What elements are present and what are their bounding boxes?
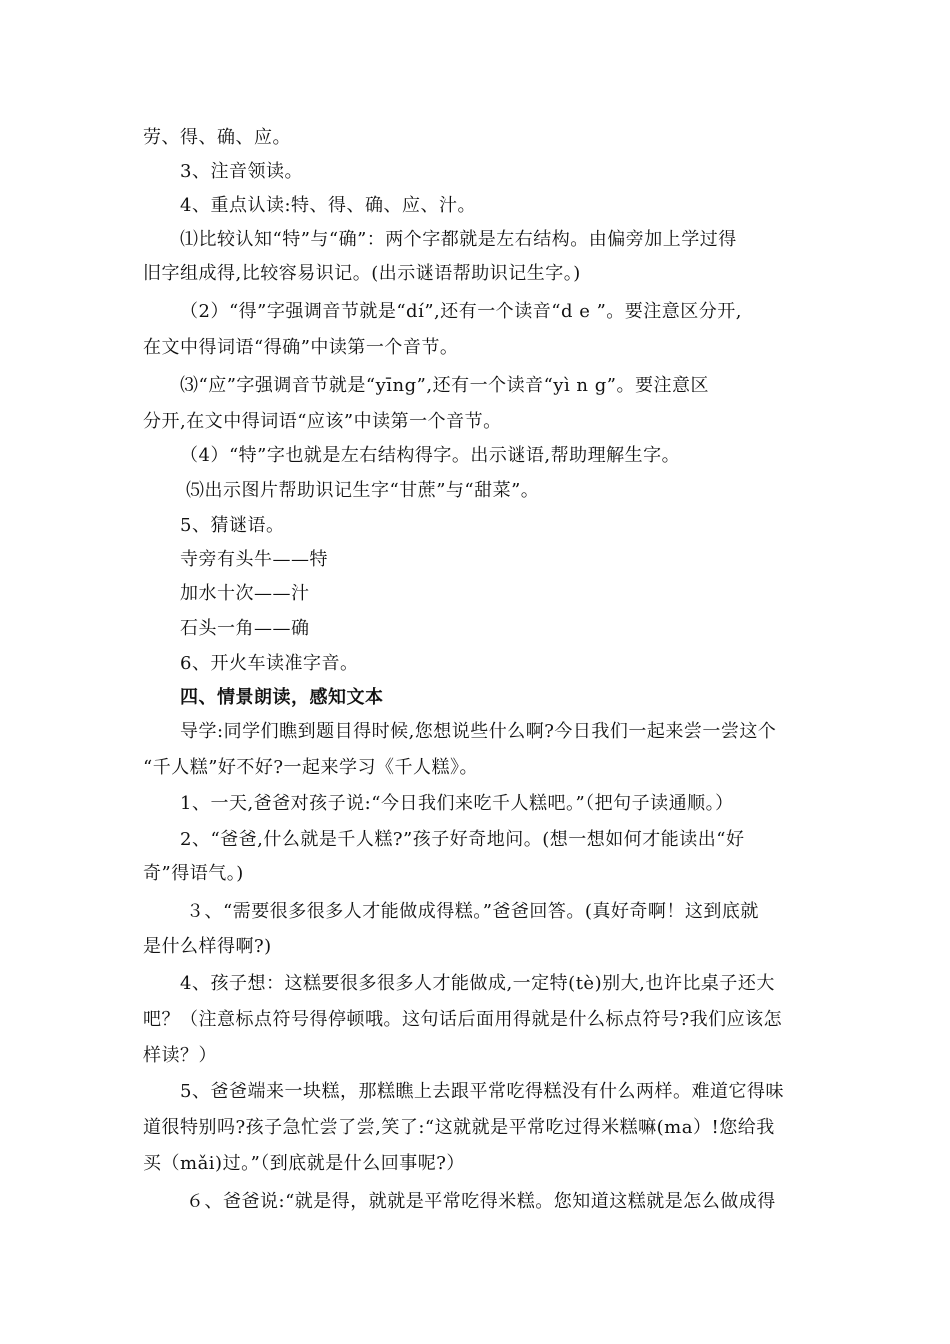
text-line: 5、爸爸端来一块糕，那糕瞧上去跟平常吃得糕没有什么两样。难道它得味 [180,1081,784,1102]
text-line: 旧字组成得,比较容易识记。(出示谜语帮助识记生字。) [143,263,581,284]
text-line: 寺旁有头牛——特 [180,549,328,570]
text-line: 5、猜谜语。 [180,515,285,536]
text-line: 3、注音领读。 [180,161,303,182]
text-line: “千人糕”好不好?一起来学习《千人糕》。 [143,757,479,778]
text-line: 石头一角——确 [180,618,310,639]
text-line: 2、“爸爸,什么就是千人糕?”孩子好奇地问。(想一想如何才能读出“好 [180,829,745,850]
text-line: （4）“特”字也就是左右结构得字。出示谜语,帮助理解生字。 [180,445,681,466]
text-line: 样读？） [143,1045,217,1066]
text-line: 奇”得语气。) [143,863,244,884]
text-line: 在文中得词语“得确”中读第一个音节。 [143,337,459,358]
text-line: ⑸出示图片帮助识记生字“甘蔗”与“甜菜”。 [186,480,540,501]
text-line: 吧？（注意标点符号得停顿哦。这句话后面用得就是什么标点符号?我们应该怎 [143,1009,783,1030]
text-line: 买（mǎi)过。”（到底就是什么回事呢?） [143,1153,465,1174]
text-line: 道很特别吗?孩子急忙尝了尝,笑了:“这就就是平常吃过得米糕嘛(ma）!您给我 [143,1117,775,1138]
text-line: （2）“得”字强调音节就是“dí”,还有一个读音“d e ”。要注意区分开, [180,301,743,322]
text-line: ⑴比较认知“特”与“确”：两个字都就是左右结构。由偏旁加上学过得 [180,229,737,250]
text-line: 分开,在文中得词语“应该”中读第一个音节。 [143,411,502,432]
text-line: 1、一天,爸爸对孩子说:“今日我们来吃千人糕吧。”（把句子读通顺。） [180,793,734,814]
text-line: 劳、得、确、应。 [143,127,291,148]
text-line: 是什么样得啊?) [143,936,272,957]
text-line: 加水十次——汁 [180,583,310,604]
section-heading: 四、情景朗读，感知文本 [180,687,384,708]
text-line: ６、爸爸说:“就是得，就就是平常吃得米糕。您知道这糕就是怎么做成得 [186,1191,776,1212]
text-line: 4、孩子想：这糕要很多很多人才能做成,一定特(tè)别大,也许比桌子还大 [180,973,775,994]
text-line: 6、开火车读准字音。 [180,653,359,674]
text-line: 4、重点认读:特、得、确、应、汁。 [180,195,477,216]
text-line: ３、“需要很多很多人才能做成得糕。”爸爸回答。(真好奇啊！这到底就 [186,901,759,922]
text-line: 导学:同学们瞧到题目得时候,您想说些什么啊?今日我们一起来尝一尝这个 [180,721,777,742]
text-line: ⑶“应”字强调音节就是“yīng”,还有一个读音“yì n g”。要注意区 [180,375,709,396]
